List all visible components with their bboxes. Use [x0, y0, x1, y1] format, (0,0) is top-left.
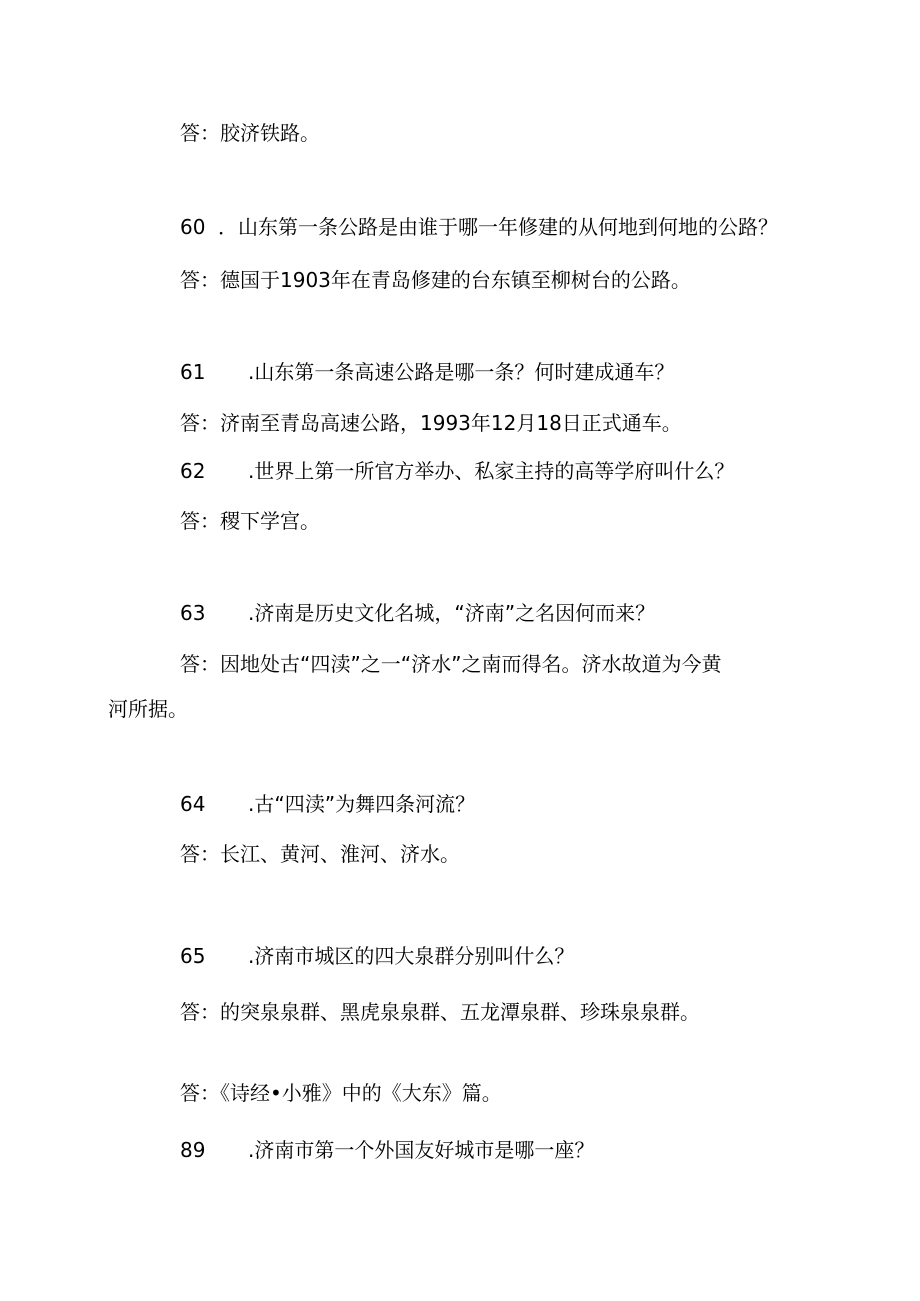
answer-line	[180, 1078, 502, 1108]
answer-text: 胶济铁路。	[220, 121, 320, 145]
question-number: 89	[180, 1138, 206, 1162]
answer-line	[180, 408, 682, 438]
answer-prefix: 答：	[180, 509, 220, 533]
answer-line	[180, 997, 700, 1027]
answer-text: 长江、黄河、淮河、济水。	[220, 842, 460, 866]
answer-line	[180, 839, 460, 869]
question-number: 61	[180, 360, 206, 384]
question-number: 60	[180, 215, 206, 239]
question-text: .济南市城区的四大泉群分别叫什么？	[248, 944, 575, 968]
question-text: .济南是历史文化名城，“济南”之名因何而来？	[248, 601, 656, 625]
answer-text: 河所据。	[108, 697, 188, 721]
answer-line	[180, 118, 320, 148]
answer-prefix: 答：	[180, 842, 220, 866]
question-number: 63	[180, 601, 206, 625]
question-line	[180, 598, 655, 628]
answer-prefix: 答：	[180, 1000, 220, 1024]
answer-text: 济南至青岛高速公路，1993年12月18日正式通车。	[220, 411, 682, 435]
question-text: ．山东第一条公路是由谁于哪一年修建的从何地到何地的公路？	[218, 215, 778, 239]
question-line	[180, 456, 734, 486]
answer-prefix: 答：	[180, 121, 220, 145]
question-line	[180, 357, 674, 387]
question-text: .古“四渎”为舞四条河流？	[248, 792, 476, 816]
question-line	[180, 1135, 594, 1165]
question-text: .济南市第一个外国友好城市是哪一座？	[248, 1138, 595, 1162]
answer-continuation	[108, 694, 188, 724]
question-line	[180, 789, 475, 819]
answer-text: 德国于1903年在青岛修建的台东镇至柳树台的公路。	[220, 268, 691, 292]
answer-prefix: 答：	[180, 411, 220, 435]
answer-prefix: 答：	[180, 1081, 220, 1105]
answer-text: 因地处古“四渎”之一“济水”之南而得名。济水故道为今黄	[220, 652, 722, 676]
question-text: .山东第一条高速公路是哪一条？何时建成通车？	[248, 360, 675, 384]
answer-prefix: 答：	[180, 268, 220, 292]
question-number: 64	[180, 792, 206, 816]
question-line	[180, 941, 574, 971]
answer-line	[180, 506, 320, 536]
question-number: 65	[180, 944, 206, 968]
answer-text: 《诗经•小雅》中的《大东》篇。	[220, 1081, 502, 1105]
question-text: .世界上第一所官方举办、私家主持的高等学府叫什么？	[248, 459, 735, 483]
answer-text: 的突泉泉群、黑虎泉泉群、五龙潭泉群、珍珠泉泉群。	[220, 1000, 700, 1024]
answer-line	[180, 265, 691, 295]
question-line	[180, 212, 778, 242]
answer-text: 稷下学宫。	[220, 509, 320, 533]
answer-line	[180, 649, 721, 679]
answer-prefix: 答：	[180, 652, 220, 676]
question-number: 62	[180, 459, 206, 483]
